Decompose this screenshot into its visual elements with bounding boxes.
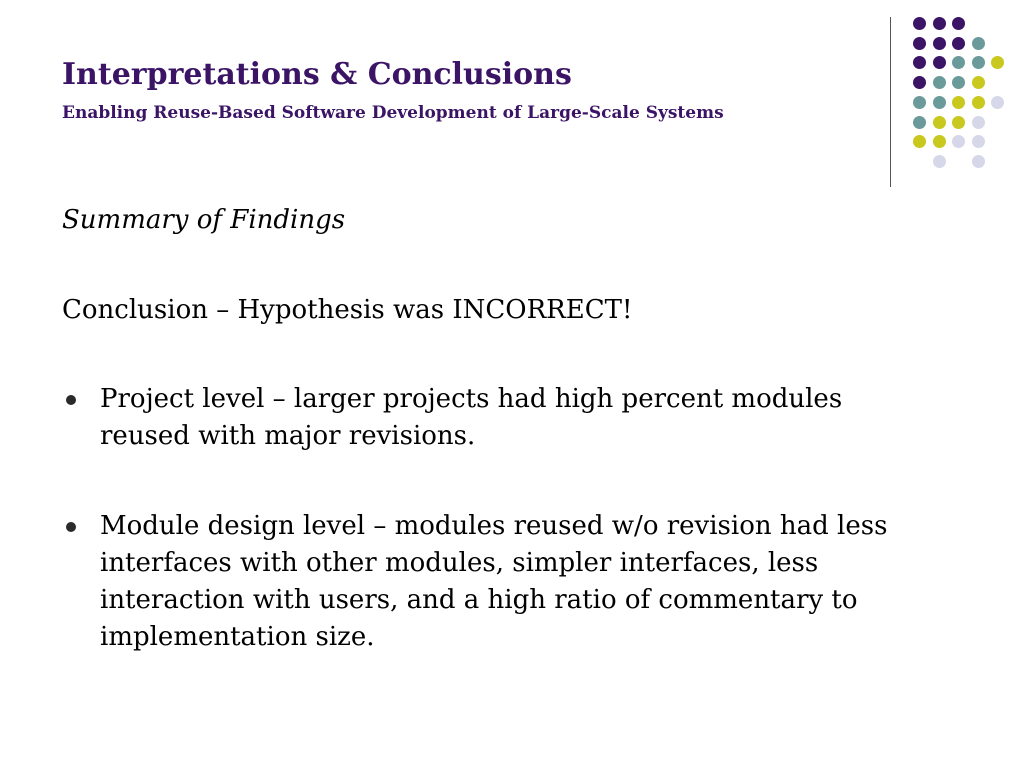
decorative-dot-purple bbox=[952, 17, 965, 30]
conclusion-text: Conclusion – Hypothesis was INCORRECT! bbox=[62, 295, 633, 325]
decorative-dot-teal bbox=[952, 76, 965, 89]
decorative-dot-purple bbox=[933, 37, 946, 50]
decorative-dot-yellow bbox=[991, 56, 1004, 69]
slide-title: Interpretations & Conclusions bbox=[62, 57, 572, 92]
decorative-dot-teal bbox=[933, 96, 946, 109]
decorative-dot-purple bbox=[952, 37, 965, 50]
bullet-text: Project level – larger projects had high percent modules reused with major revisions. bbox=[100, 384, 843, 451]
decorative-dot-lavender bbox=[952, 135, 965, 148]
decorative-dot-yellow bbox=[933, 116, 946, 129]
decorative-dot-teal bbox=[913, 116, 926, 129]
decorative-dot-lavender bbox=[972, 135, 985, 148]
decorative-dot-teal bbox=[933, 76, 946, 89]
decorative-dot-purple bbox=[913, 56, 926, 69]
decorative-dot-purple bbox=[933, 56, 946, 69]
decorative-dot-yellow bbox=[913, 135, 926, 148]
section-heading: Summary of Findings bbox=[62, 205, 346, 235]
decorative-dot-teal bbox=[972, 56, 985, 69]
decorative-dot-purple bbox=[913, 76, 926, 89]
decorative-dot-yellow bbox=[933, 135, 946, 148]
decorative-dot-teal bbox=[952, 56, 965, 69]
decorative-dot-teal bbox=[972, 37, 985, 50]
decorative-dot-teal bbox=[913, 96, 926, 109]
title-divider-line bbox=[890, 17, 891, 187]
bullet-dot-icon bbox=[66, 522, 76, 532]
decorative-dot-yellow bbox=[952, 116, 965, 129]
decorative-dot-purple bbox=[913, 17, 926, 30]
bullet-text: Module design level – modules reused w/o revision had less interfaces with other modules, simpler interfaces, less interaction with users, and a high ratio of commentary to implementation size. bbox=[100, 511, 888, 652]
decorative-dot-lavender bbox=[991, 96, 1004, 109]
decorative-dot-lavender bbox=[972, 116, 985, 129]
decorative-dot-yellow bbox=[952, 96, 965, 109]
bullet-dot-icon bbox=[66, 395, 76, 405]
decorative-dot-yellow bbox=[972, 76, 985, 89]
decorative-dot-yellow bbox=[972, 96, 985, 109]
decorative-dot-lavender bbox=[972, 155, 985, 168]
decorative-dot-purple bbox=[933, 17, 946, 30]
decorative-dot-purple bbox=[913, 37, 926, 50]
slide-subtitle: Enabling Reuse-Based Software Development of Large-Scale Systems bbox=[62, 103, 724, 123]
decorative-dot-lavender bbox=[933, 155, 946, 168]
